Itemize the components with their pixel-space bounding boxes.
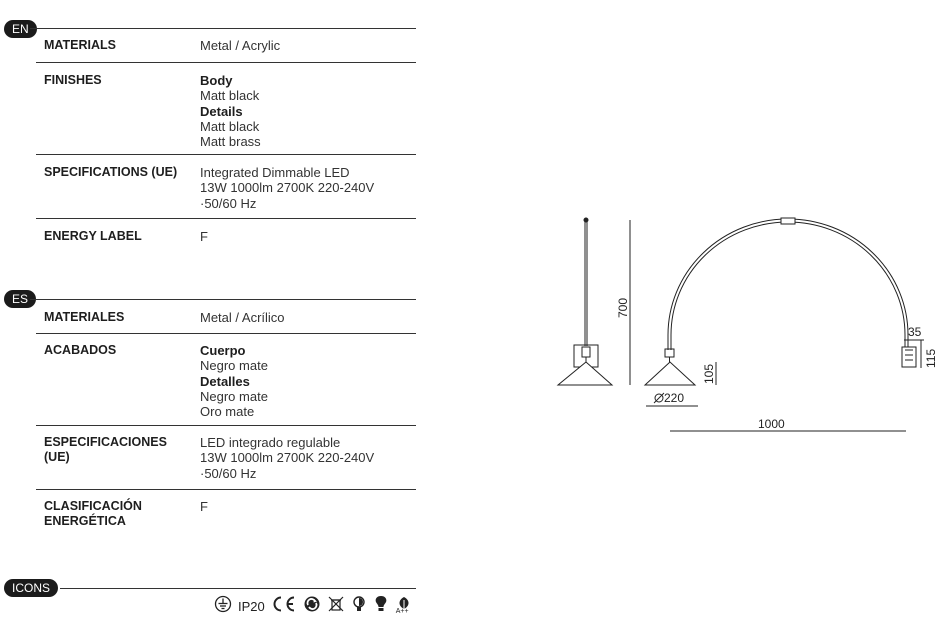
spec-value-line: ·50/60 Hz: [200, 465, 257, 481]
row-divider: [36, 154, 416, 155]
spec-value-line: 13W 1000lm 2700K 220-240V: [200, 450, 375, 466]
dim-diameter-label: 220: [664, 391, 685, 405]
spec-label-line: SPECIFICATIONS (UE): [44, 165, 178, 179]
spec-value-line: F: [200, 229, 208, 244]
spec-label-line: ENERGY LABEL: [44, 229, 142, 243]
led-bulb-icon: [373, 595, 389, 618]
spec-label-line: MATERIALS: [44, 38, 116, 52]
spec-value: [200, 499, 415, 514]
spec-label-line: MATERIALES: [44, 310, 125, 324]
spec-label: [44, 435, 194, 465]
section-tag-icons: ICONS: [4, 579, 58, 597]
spec-value-line: LED integrado regulable: [200, 435, 341, 450]
spec-value-line: Matt brass: [200, 134, 261, 150]
certification-icons: [214, 596, 413, 616]
spec-label-line: (UE): [44, 450, 70, 464]
spec-label: [44, 229, 194, 244]
spec-value: [200, 229, 415, 244]
dim-base-top-label: 35: [908, 325, 922, 339]
spec-value: [200, 73, 415, 149]
energy-leaf-icon: [395, 596, 413, 616]
row-divider: [36, 62, 416, 63]
row-divider: [36, 333, 416, 334]
row-divider: [36, 218, 416, 219]
section-rule-icons: [60, 588, 416, 589]
spec-value-line: Oro mate: [200, 404, 255, 420]
dim-shade-height-label: 105: [702, 363, 716, 384]
spec-value-heading: Body: [200, 73, 233, 88]
side-view: [558, 218, 612, 385]
front-view: [645, 218, 916, 385]
spec-label: [44, 38, 194, 53]
spec-value-line: Metal / Acrylic: [200, 38, 281, 53]
spec-value: [200, 343, 415, 419]
spec-value: [200, 435, 415, 481]
spec-value-heading: Detalles: [200, 373, 250, 389]
spec-label-line: CLASIFICACIÓN: [44, 499, 142, 513]
spec-label-line: FINISHES: [44, 73, 102, 87]
spec-value-line: Negro mate: [200, 388, 268, 404]
dim-width-label: 1000: [758, 417, 785, 431]
spec-value-line: F: [200, 499, 208, 514]
spec-value-heading: Details: [200, 103, 243, 119]
section-tag-es: ES: [4, 290, 36, 308]
ip20-label: IP20: [238, 598, 265, 614]
dim-height-label: 700: [616, 297, 630, 318]
spec-value-line: Negro mate: [200, 358, 268, 374]
section-tag-en: EN: [4, 20, 37, 38]
spec-label: [44, 343, 194, 358]
spec-value-line: ·50/60 Hz: [200, 195, 257, 211]
spec-value-line: 13W 1000lm 2700K 220-240V: [200, 180, 375, 196]
weee-bin-icon: [327, 595, 345, 618]
spec-value: [200, 310, 415, 325]
energy-class-label: A++: [395, 608, 409, 615]
dim-base-height-label: 115: [924, 348, 938, 368]
spec-label: [44, 499, 194, 529]
diameter-symbol: [654, 393, 664, 403]
spec-label: [44, 310, 194, 325]
spec-value: [200, 38, 415, 53]
spec-label-line: ENERGÉTICA: [44, 514, 126, 528]
ce-mark-icon: [271, 595, 297, 618]
spec-value-line: Matt black: [200, 88, 260, 104]
recycle-icon: [303, 595, 321, 618]
spec-value-heading: Cuerpo: [200, 343, 246, 358]
dimmable-bulb-icon: [351, 595, 367, 618]
spec-value-line: Metal / Acrílico: [200, 310, 285, 325]
spec-value-line: Integrated Dimmable LED: [200, 165, 350, 180]
spec-label: [44, 73, 194, 88]
earth-ground-icon: [214, 595, 232, 618]
section-rule-es: [30, 299, 416, 300]
row-divider: [36, 425, 416, 426]
spec-value-line: Matt black: [200, 118, 260, 134]
spec-label-line: ACABADOS: [44, 343, 117, 357]
spec-label: [44, 165, 194, 180]
spec-value: [200, 165, 415, 211]
section-rule-en: [30, 28, 416, 29]
spec-label-line: ESPECIFICACIONES: [44, 435, 167, 449]
row-divider: [36, 489, 416, 490]
